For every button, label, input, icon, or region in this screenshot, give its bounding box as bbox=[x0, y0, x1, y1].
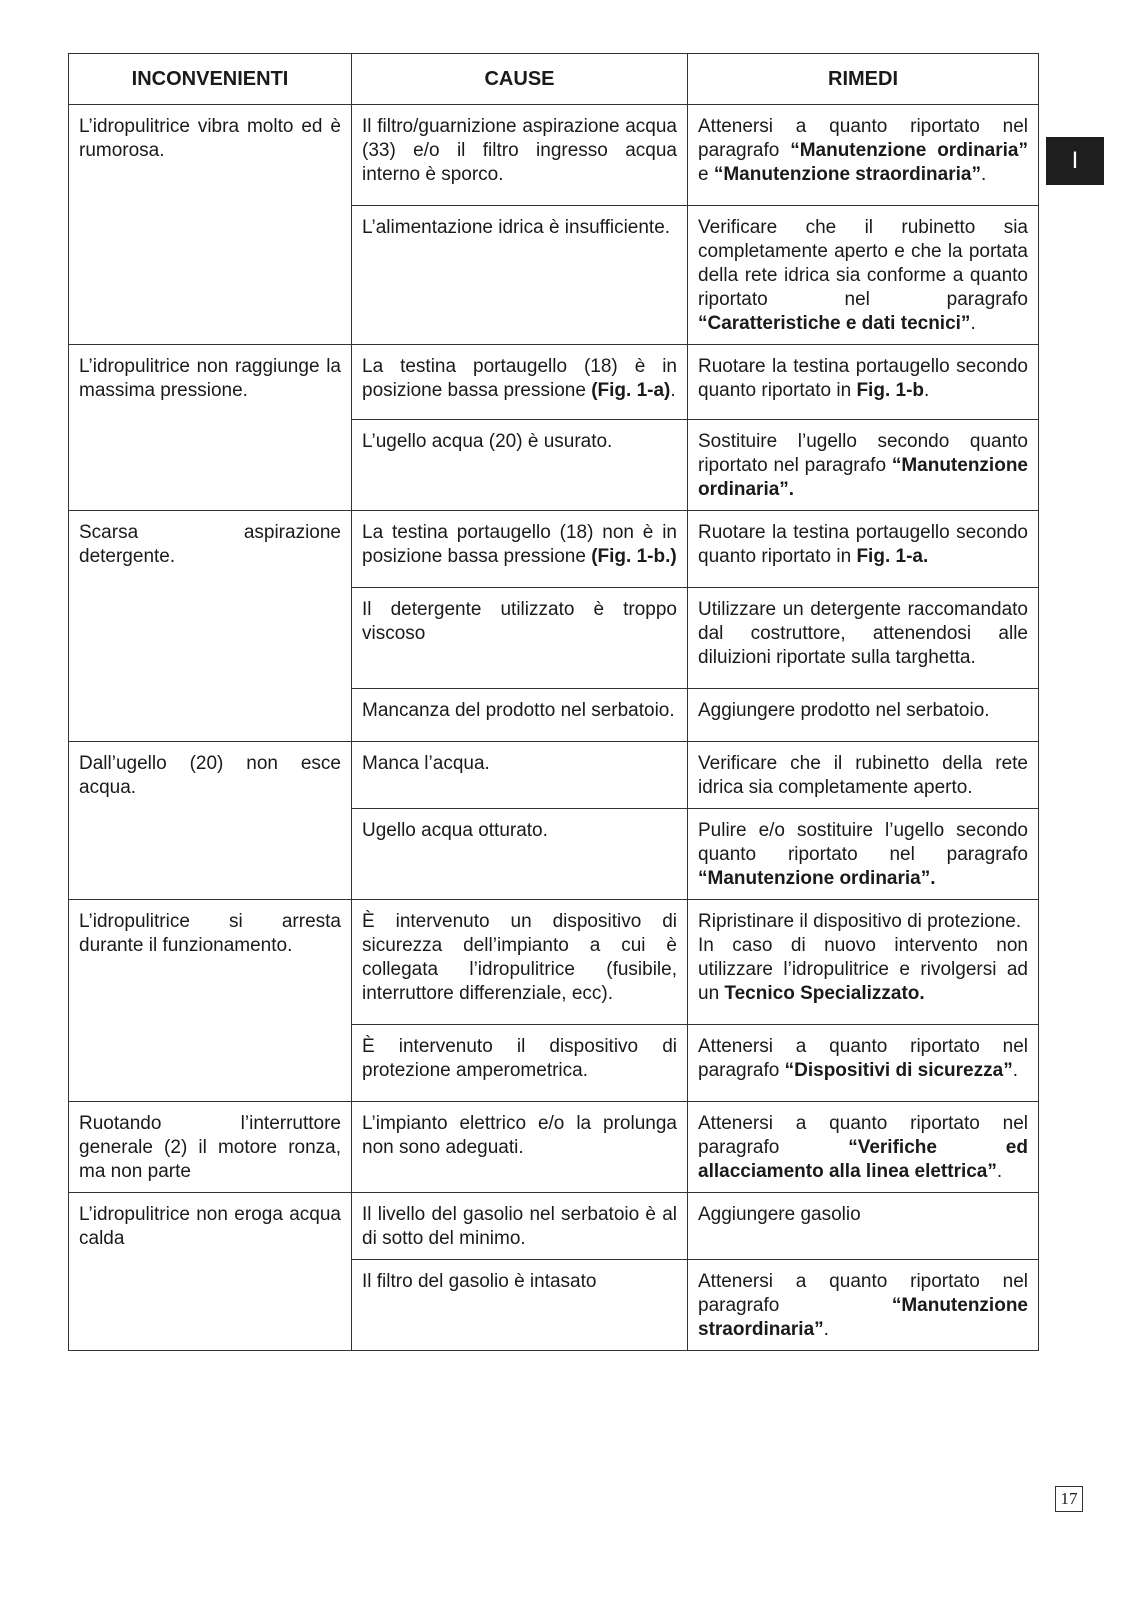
table-row bbox=[69, 1193, 1039, 1260]
text-run: . bbox=[980, 164, 987, 185]
cause-cell: Manca l’acqua. bbox=[352, 742, 688, 809]
text-run: La testina portaugello (18) non è in posizione bassa pressione bbox=[362, 522, 677, 567]
text-run: . bbox=[970, 313, 976, 334]
table-row bbox=[69, 511, 1039, 588]
troubleshooting-table bbox=[68, 53, 1039, 1351]
bold-reference: (Fig. 1-a) bbox=[591, 380, 671, 401]
bold-reference: “Manutenzione ordinaria”. bbox=[698, 868, 936, 889]
text-run: Utilizzare un detergente raccomandato dal costruttore, attenendosi alle diluizioni riportate sulla targhetta. bbox=[698, 599, 1028, 668]
remedy-cell bbox=[688, 1102, 1039, 1193]
bold-reference: “Dispositivi di sicurezza” bbox=[784, 1060, 1013, 1081]
bold-reference: Fig. 1-b bbox=[856, 380, 925, 401]
header-causes: CAUSE bbox=[352, 54, 688, 105]
cause-cell: Il livello del gasolio nel serbatoio è al di sotto del minimo. bbox=[352, 1193, 688, 1260]
table-row bbox=[69, 1102, 1039, 1193]
text-run: Attenersi a quanto riportato nel paragrafo bbox=[698, 1271, 1028, 1316]
text-run: Aggiungere prodotto nel serbatoio. bbox=[698, 700, 990, 721]
text-run: . bbox=[996, 1161, 1003, 1182]
remedy-cell bbox=[688, 689, 1039, 742]
cause-cell: L’ugello acqua (20) è usurato. bbox=[352, 420, 688, 511]
problem-cell: L’idropulitrice non raggiunge la massima pressione. bbox=[69, 345, 352, 511]
problem-cell: L’idropulitrice vibra molto ed è rumorosa. bbox=[69, 105, 352, 345]
text-run: . bbox=[823, 1319, 829, 1340]
remedy-cell bbox=[688, 900, 1039, 1025]
text-run: . bbox=[924, 380, 930, 401]
text-run: Ripristinare il dispositivo di protezione. bbox=[698, 911, 1022, 932]
remedy-cell bbox=[688, 420, 1039, 511]
problem-cell: Dall’ugello (20) non esce acqua. bbox=[69, 742, 352, 900]
remedy-cell bbox=[688, 206, 1039, 345]
table-row bbox=[69, 742, 1039, 809]
remedy-cell bbox=[688, 588, 1039, 689]
text-run: Verificare che il rubinetto sia completamente aperto e che la portata della rete idrica sia conforme a quanto riportato nel paragrafo bbox=[698, 217, 1028, 310]
text-run: Aggiungere gasolio bbox=[698, 1204, 861, 1225]
text-run: Sostituire l’ugello secondo quanto riportato nel paragrafo bbox=[698, 431, 1028, 476]
bold-reference: (Fig. 1-b.) bbox=[591, 546, 677, 567]
text-run: Attenersi a quanto riportato nel paragrafo bbox=[698, 116, 1028, 161]
cause-cell: L’impianto elettrico e/o la prolunga non sono adeguati. bbox=[352, 1102, 688, 1193]
cause-cell: È intervenuto il dispositivo di protezione amperometrica. bbox=[352, 1025, 688, 1102]
problem-cell: Scarsa aspirazione detergente. bbox=[69, 511, 352, 742]
table-row bbox=[69, 105, 1039, 206]
cause-cell: Mancanza del prodotto nel serbatoio. bbox=[352, 689, 688, 742]
cause-cell bbox=[352, 511, 688, 588]
text-run: Ruotare la testina portaugello secondo quanto riportato in bbox=[698, 356, 1028, 401]
table-row bbox=[69, 345, 1039, 420]
table-body bbox=[69, 105, 1039, 1351]
header-remedies: RIMEDI bbox=[688, 54, 1039, 105]
table-row bbox=[69, 900, 1039, 1025]
bold-reference: “Manutenzione straordinaria” bbox=[713, 164, 981, 185]
problem-cell: L’idropulitrice non eroga acqua calda bbox=[69, 1193, 352, 1351]
remedy-cell bbox=[688, 742, 1039, 809]
cause-cell: L’alimentazione idrica è insufficiente. bbox=[352, 206, 688, 345]
bold-reference: “Manutenzione ordinaria” bbox=[790, 140, 1028, 161]
cause-cell: Il detergente utilizzato è troppo viscoso bbox=[352, 588, 688, 689]
cause-cell: Ugello acqua otturato. bbox=[352, 809, 688, 900]
header-problems: INCONVENIENTI bbox=[69, 54, 352, 105]
bold-reference: Fig. 1-a. bbox=[856, 546, 929, 567]
remedy-cell bbox=[688, 1193, 1039, 1260]
text-run: . bbox=[1012, 1060, 1018, 1081]
remedy-cell bbox=[688, 1025, 1039, 1102]
text-run: Verificare che il rubinetto della rete idrica sia completamente aperto. bbox=[698, 753, 1028, 798]
text-run: In caso di nuovo intervento non utilizzare l’idropulitrice e rivolgersi ad un bbox=[698, 935, 1028, 1004]
remedy-cell bbox=[688, 105, 1039, 206]
text-run: Pulire e/o sostituire l’ugello secondo quanto riportato nel paragrafo bbox=[698, 820, 1028, 865]
problem-cell: Ruotando l’interruttore generale (2) il motore ronza, ma non parte bbox=[69, 1102, 352, 1193]
text-run: Attenersi a quanto riportato nel paragrafo bbox=[698, 1113, 1028, 1158]
remedy-cell bbox=[688, 809, 1039, 900]
text-run: La testina portaugello (18) è in posizione bassa pressione bbox=[362, 356, 677, 401]
cause-cell bbox=[352, 345, 688, 420]
bold-reference: Tecnico Specializzato. bbox=[724, 983, 925, 1004]
problem-cell: L’idropulitrice si arresta durante il funzionamento. bbox=[69, 900, 352, 1102]
cause-cell: È intervenuto un dispositivo di sicurezza dell’impianto a cui è collegata l’idropulitrice (fusibile, interruttore differenziale, ecc). bbox=[352, 900, 688, 1025]
language-tab: I bbox=[1046, 137, 1104, 185]
text-run: Attenersi a quanto riportato nel paragrafo bbox=[698, 1036, 1028, 1081]
cause-cell: Il filtro/guarnizione aspirazione acqua (33) e/o il filtro ingresso acqua interno è sporco. bbox=[352, 105, 688, 206]
bold-reference: “Verifiche ed allacciamento alla linea elettrica” bbox=[698, 1137, 1028, 1182]
remedy-cell bbox=[688, 345, 1039, 420]
text-run: e bbox=[698, 164, 714, 185]
text-run: Ruotare la testina portaugello secondo quanto riportato in bbox=[698, 522, 1028, 567]
text-run: . bbox=[670, 380, 676, 401]
cause-cell: Il filtro del gasolio è intasato bbox=[352, 1260, 688, 1351]
remedy-cell bbox=[688, 511, 1039, 588]
bold-reference: “Manutenzione ordinaria”. bbox=[698, 455, 1028, 500]
remedy-cell bbox=[688, 1260, 1039, 1351]
bold-reference: “Caratteristiche e dati tecnici” bbox=[698, 313, 971, 334]
bold-reference: “Manutenzione straordinaria” bbox=[698, 1295, 1028, 1340]
page-number: 17 bbox=[1055, 1486, 1083, 1512]
header-row bbox=[69, 54, 1039, 105]
